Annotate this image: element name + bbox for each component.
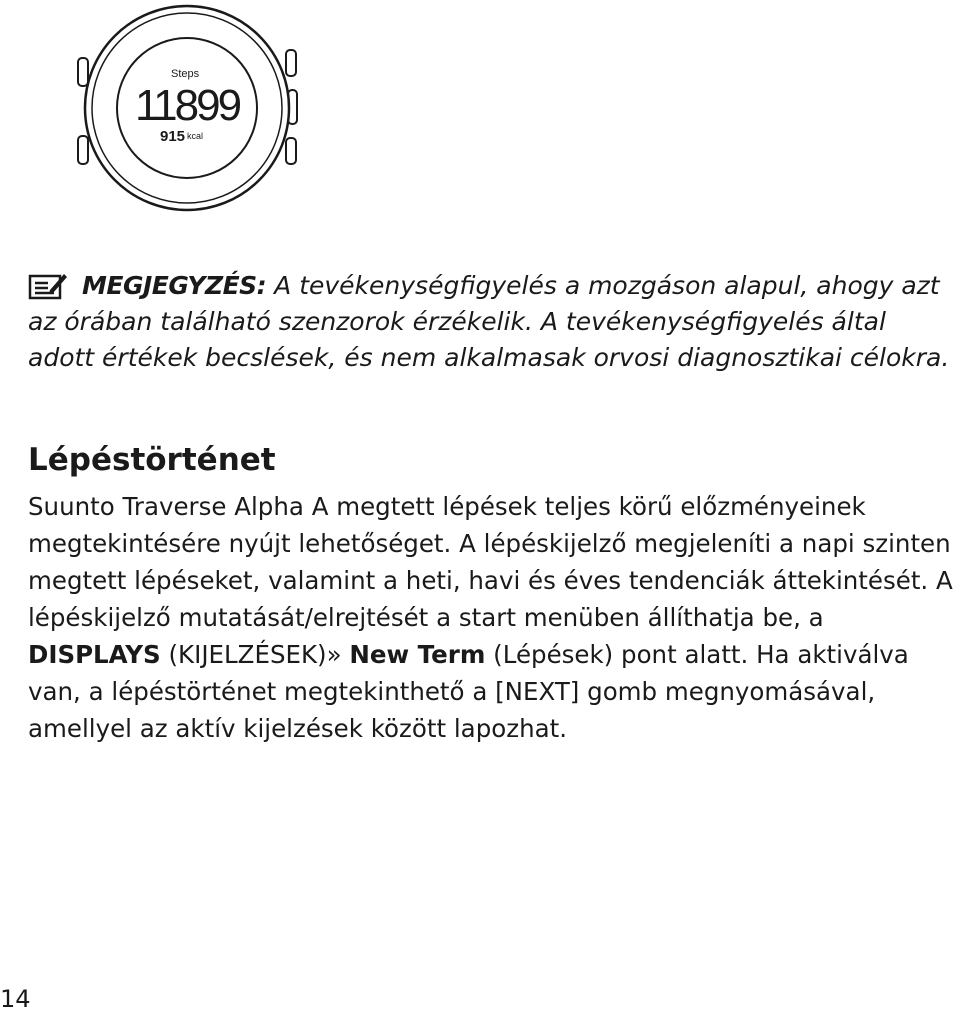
watch-button-right-top bbox=[286, 50, 296, 76]
watch-steps-label: Steps bbox=[171, 68, 200, 80]
section-body bbox=[28, 488, 958, 747]
watch-button-right-bottom bbox=[286, 138, 296, 164]
watch-button-left-bottom bbox=[78, 136, 88, 164]
watch-steps-value: 11899 bbox=[134, 81, 240, 130]
section-title: Lépéstörténet bbox=[28, 442, 276, 478]
watch-kcal-value: 915 bbox=[160, 128, 186, 145]
body-text-3: (Lépések) pont alatt. Ha aktiválva van, a lépéstörténet megtekinthető a [NEXT] gomb megnyomásával, amellyel az aktív kijelzések között lapozhat. bbox=[28, 640, 909, 743]
displays-term: DISPLAYS bbox=[28, 640, 161, 669]
page-number: 14 bbox=[0, 985, 31, 1013]
note-block bbox=[28, 268, 958, 376]
note-text: A tevékenységfigyelés a mozgáson alapul, ahogy azt az órában található szenzorok érzékelik. A tevékenységfigyelés által adott értékek becslések, és nem alkalmasak orvosi diagnosztikai célokra. bbox=[28, 271, 950, 372]
watch-kcal-unit: kcal bbox=[187, 131, 204, 141]
new-term: New Term bbox=[349, 640, 486, 669]
watch-button-left-top bbox=[78, 58, 88, 86]
note-pencil-icon bbox=[28, 272, 68, 300]
note-label: MEGJEGYZÉS: bbox=[82, 271, 267, 300]
body-text-2: (KIJELZÉSEK)» bbox=[168, 640, 342, 669]
watch-illustration bbox=[76, 0, 298, 222]
body-text-1: Suunto Traverse Alpha A megtett lépések teljes körű előzményeinek megtekintésére nyújt lehetőséget. A lépéskijelző megjeleníti a napi szinten megtett lépéseket, valamint a heti, havi és éves tendenciák áttekintését. A lépéskijelző mutatását/elrejtését a start menüben állíthatja be, a bbox=[28, 492, 953, 632]
